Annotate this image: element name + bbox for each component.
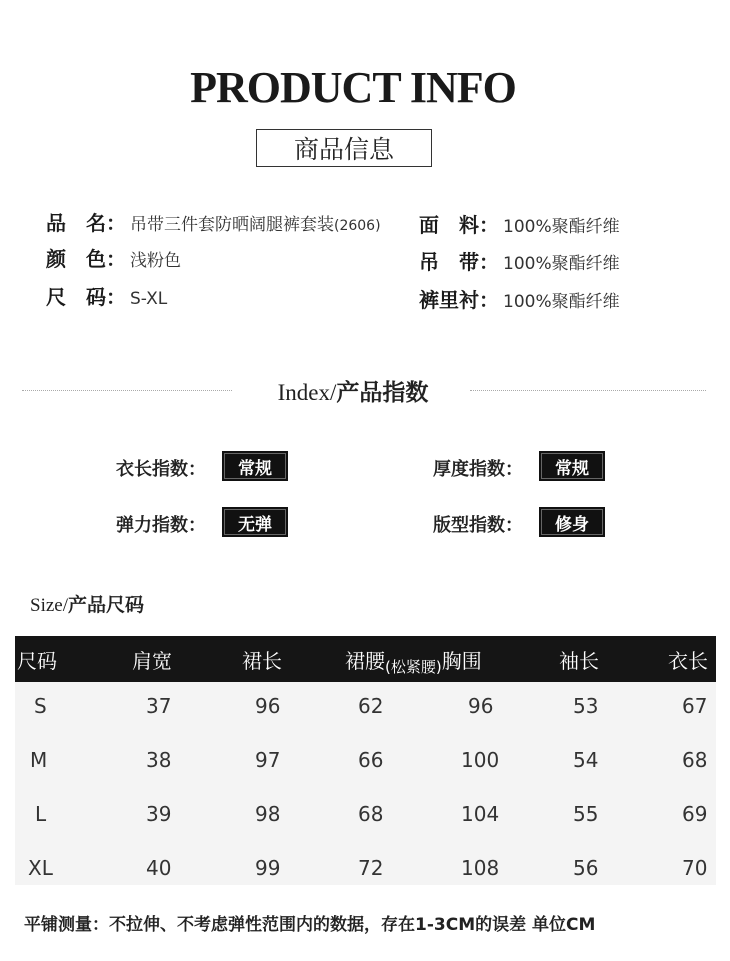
- info-colon: ：: [106, 285, 126, 309]
- table-cell: 72: [358, 856, 384, 880]
- index-heading-cn: 产品指数: [336, 380, 429, 406]
- col-header-skirt-length: 裙长: [242, 648, 282, 673]
- info-row-strap: [419, 246, 620, 275]
- col-header-shoulder: 肩宽: [132, 648, 172, 673]
- table-cell: 66: [358, 748, 384, 772]
- table-cell: 62: [358, 694, 384, 718]
- page-subtitle-box: [256, 129, 432, 167]
- index-fit-label: 版型指数：: [433, 515, 523, 536]
- index-heading: [0, 374, 706, 407]
- index-thickness-badge: [539, 451, 605, 481]
- col-header-bust: 胸围: [441, 648, 482, 673]
- info-colon: ：: [479, 213, 499, 237]
- table-cell: 70: [682, 856, 708, 880]
- table-row: [15, 733, 716, 787]
- table-cell: 68: [358, 802, 384, 826]
- index-length-badge: [222, 451, 288, 481]
- info-fabric-value: 100%聚酯纤维: [503, 217, 620, 237]
- info-colon: ：: [479, 250, 499, 274]
- table-cell: 96: [468, 694, 494, 718]
- info-size-value: S-XL: [130, 289, 168, 309]
- info-color-label: 颜 色: [46, 247, 106, 271]
- table-cell: L: [35, 802, 47, 826]
- table-cell: 67: [682, 694, 708, 718]
- table-cell: 104: [461, 802, 500, 826]
- col-header-size: 尺码: [17, 648, 57, 673]
- size-table-body: [15, 682, 716, 885]
- index-heading-en: Index/: [277, 380, 337, 405]
- table-cell: 108: [461, 856, 500, 880]
- info-colon: ：: [106, 211, 126, 235]
- info-lining-label: 裤里衬: [419, 288, 479, 312]
- page-title: PRODUCT INFO: [190, 63, 516, 112]
- info-color-value: 浅粉色: [130, 251, 181, 271]
- info-row-size: [46, 281, 167, 310]
- table-row: [15, 787, 716, 841]
- info-name-code: (2606): [334, 218, 381, 234]
- info-row-fabric: [419, 209, 620, 238]
- col-header-waist-label: 裙腰: [345, 648, 385, 673]
- info-strap-label: 吊 带: [419, 250, 479, 274]
- index-length-value: 常规: [238, 458, 272, 479]
- col-header-length: 衣长: [668, 648, 708, 673]
- table-cell: 54: [573, 748, 599, 772]
- measurement-footnote: 平铺测量：不拉伸、不考虑弹性范围内的数据，存在1-3CM的误差 单位CM: [24, 915, 596, 935]
- table-cell: 69: [682, 802, 708, 826]
- table-cell: 53: [573, 694, 599, 718]
- table-row: [15, 841, 716, 895]
- table-cell: 39: [146, 802, 172, 826]
- table-cell: 96: [255, 694, 281, 718]
- size-heading-en: Size/: [30, 595, 68, 616]
- index-elasticity-label: 弹力指数：: [116, 515, 206, 536]
- col-header-skirt-waist: [345, 636, 482, 682]
- col-header-sleeve: 袖长: [559, 648, 599, 673]
- table-cell: S: [34, 694, 47, 718]
- index-elasticity-badge: [222, 507, 288, 537]
- info-name-label: 品 名: [46, 211, 106, 235]
- info-row-lining: [419, 284, 620, 313]
- table-cell: 68: [682, 748, 708, 772]
- info-row-name: [46, 207, 381, 236]
- table-cell: 38: [146, 748, 172, 772]
- table-cell: M: [30, 748, 48, 772]
- info-row-color: [46, 243, 181, 272]
- size-table-header: [15, 636, 716, 682]
- info-colon: ：: [479, 288, 499, 312]
- index-elasticity-value: 无弹: [238, 514, 272, 535]
- table-row: [15, 679, 716, 733]
- index-fit-badge: [539, 507, 605, 537]
- table-cell: 97: [255, 748, 281, 772]
- col-header-waist-note: (松紧腰): [385, 657, 442, 676]
- table-cell: 56: [573, 856, 599, 880]
- size-heading: [30, 590, 144, 617]
- info-size-label: 尺 码: [46, 285, 106, 309]
- info-colon: ：: [106, 247, 126, 271]
- index-length-label: 衣长指数：: [116, 459, 206, 480]
- table-cell: 40: [146, 856, 172, 880]
- index-thickness-label: 厚度指数：: [433, 459, 523, 480]
- index-thickness-value: 常规: [555, 458, 589, 479]
- table-cell: 99: [255, 856, 281, 880]
- info-lining-value: 100%聚酯纤维: [503, 292, 620, 312]
- info-fabric-label: 面 料: [419, 213, 479, 237]
- info-strap-value: 100%聚酯纤维: [503, 254, 620, 274]
- table-cell: 37: [146, 694, 172, 718]
- index-fit-value: 修身: [555, 514, 589, 535]
- table-cell: 55: [573, 802, 599, 826]
- table-cell: 98: [255, 802, 281, 826]
- table-cell: 100: [461, 748, 500, 772]
- size-heading-cn: 产品尺码: [68, 594, 145, 616]
- table-cell: XL: [28, 856, 53, 880]
- info-name-value: 吊带三件套防晒阔腿裤套装: [130, 215, 334, 235]
- page-subtitle: 商品信息: [293, 135, 394, 164]
